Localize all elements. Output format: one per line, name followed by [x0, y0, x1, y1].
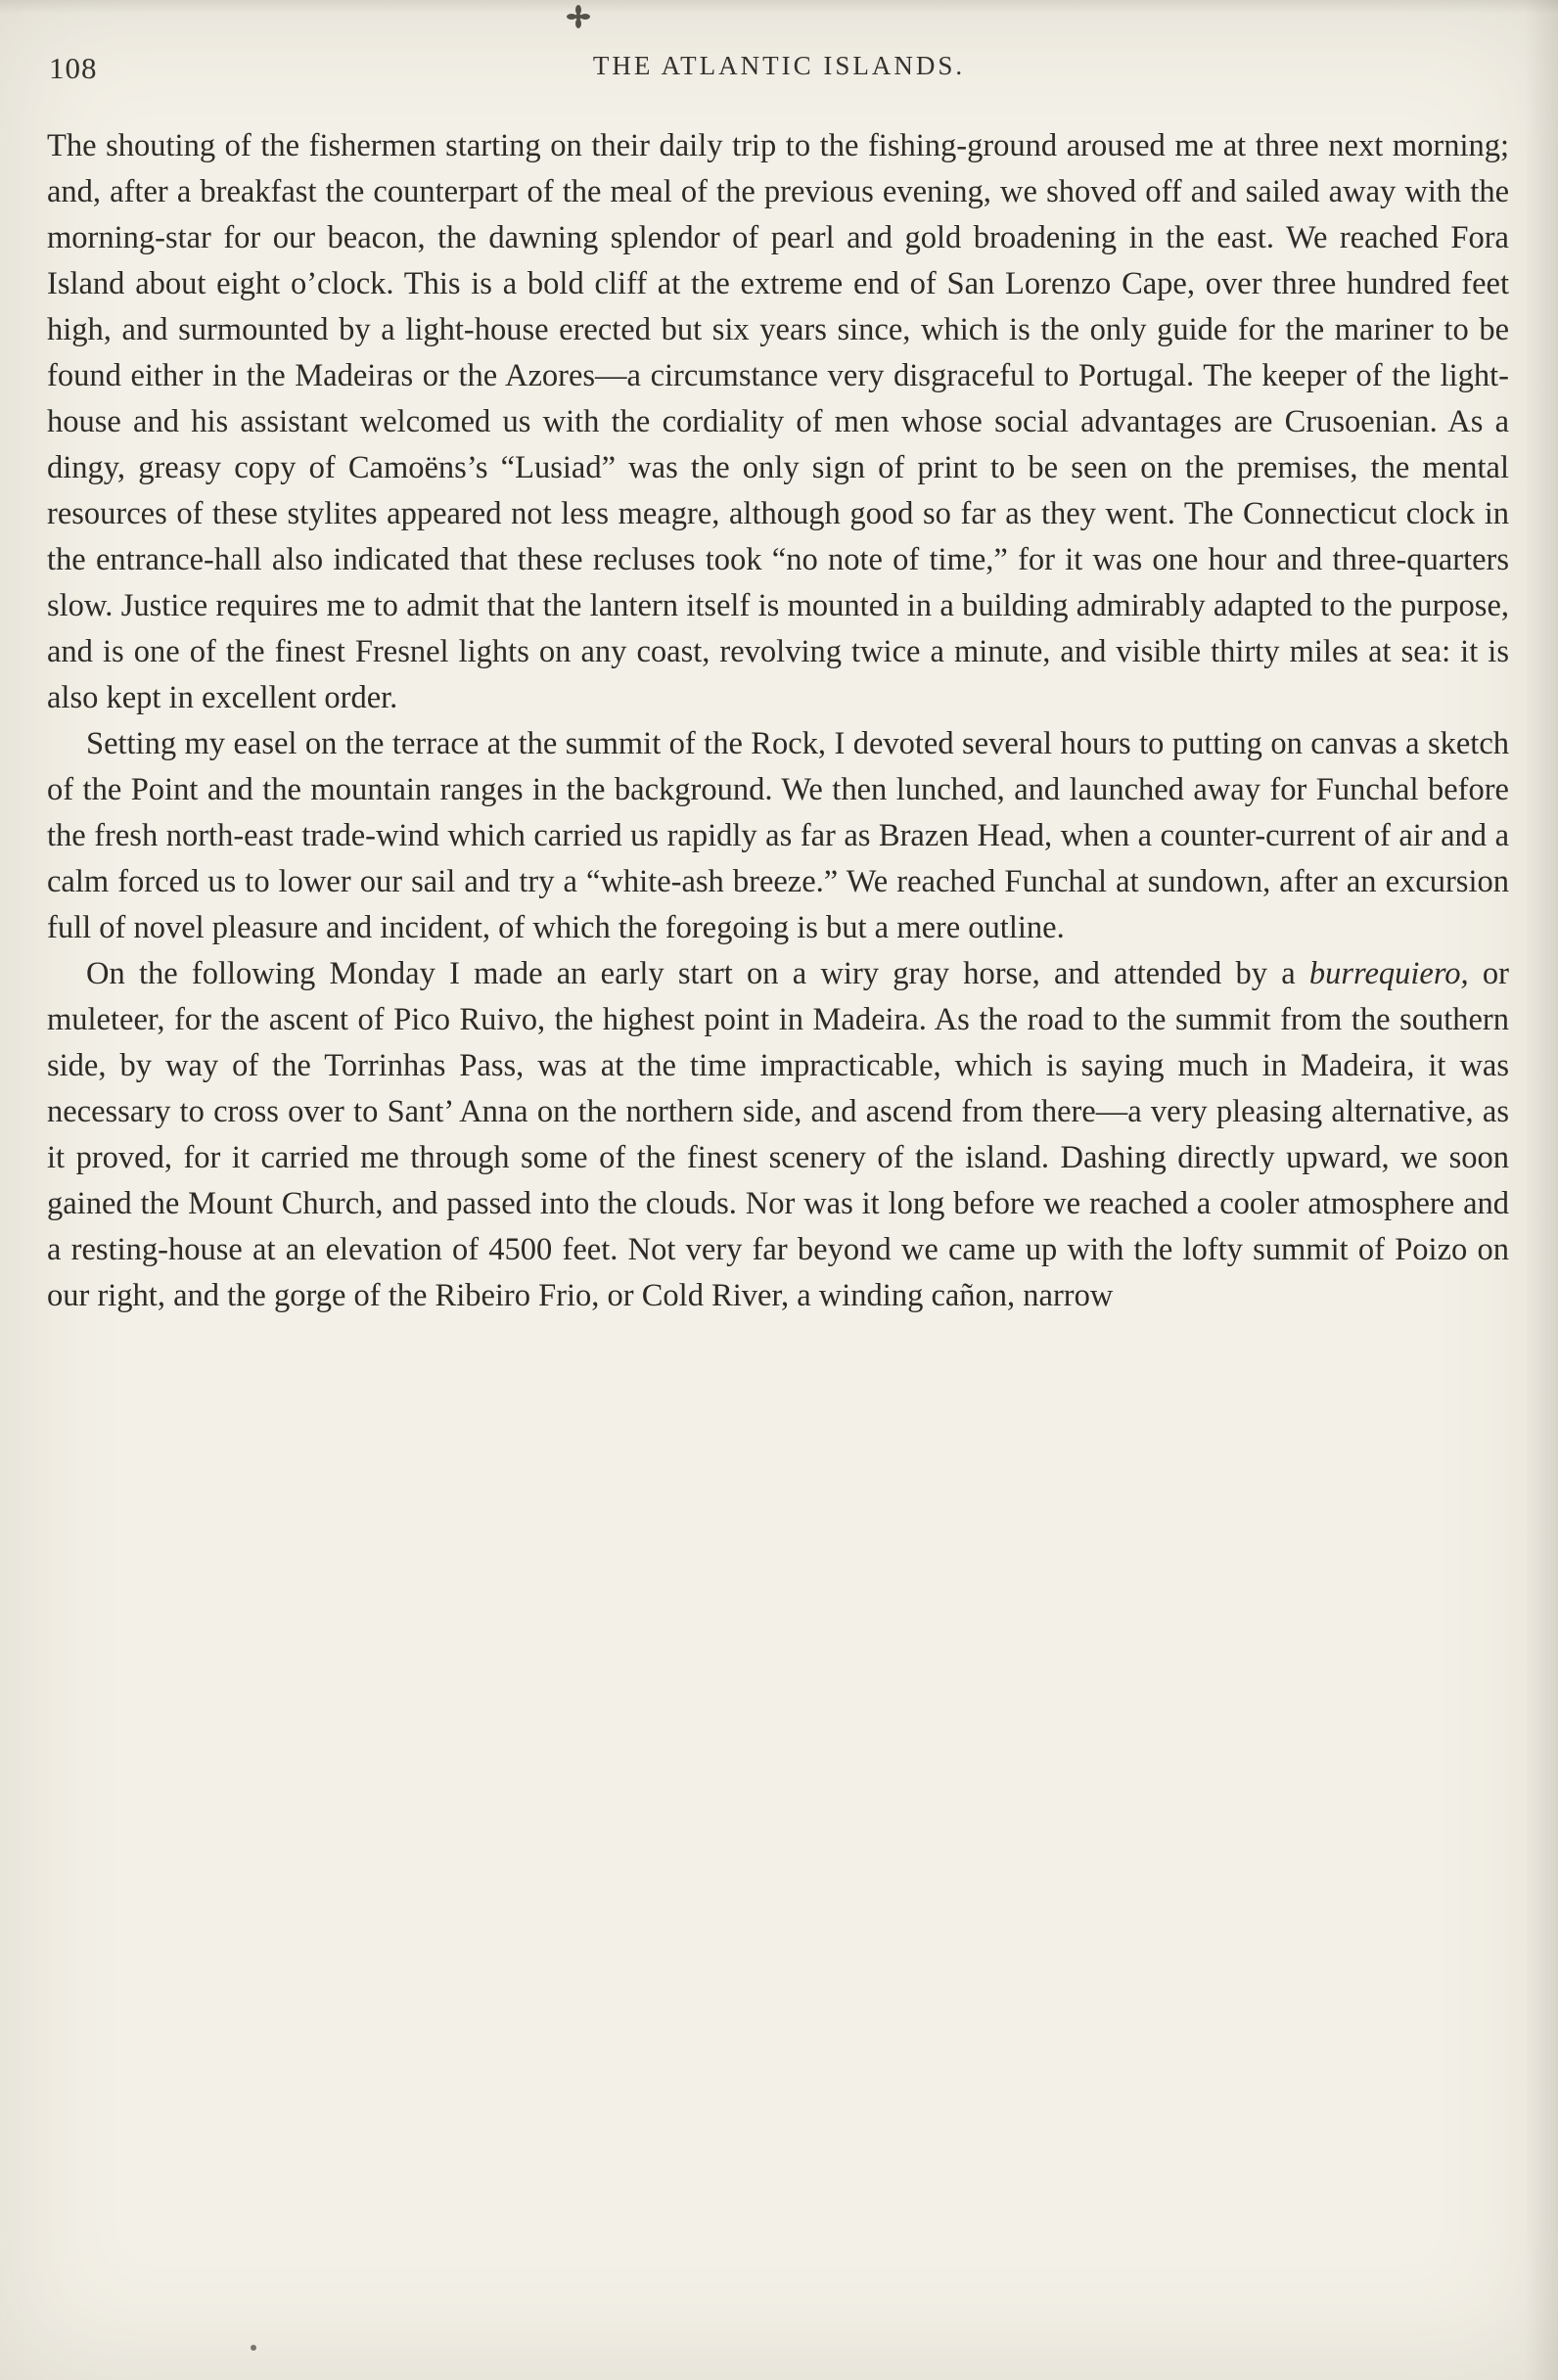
running-title: THE ATLANTIC ISLANDS. [592, 51, 966, 80]
page-number: 108 [49, 51, 98, 85]
paragraph: On the following Monday I made an early start on a wiry gray horse, and attended by a burrequiero, or muleteer, for the ascent of Pico Ruivo, the highest point in Madeira. As the road to the summit from the southern side, by way of the Torrinhas Pass, was at the time impracticable, which is saying much in Madeira, it was necessary to cross over to Sant’ Anna on the northern side, and ascend from there—a very pleasing alternative, as it proved, for it carried me through some of the finest scenery of the island. Dashing directly upward, we soon gained the Mount Church, and passed into the clouds. Nor was it long before we reached a cooler atmosphere and a resting-house at an elevation of 4500 feet. Not very far beyond we came up with the lofty summit of Poizo on our right, and the gorge of the Ribeiro Frio, or Cold River, a winding cañon, narrow [47, 956, 1509, 1313]
page-speck [251, 2345, 256, 2351]
body-text [47, 123, 1509, 1319]
scan-shadow-right [1525, 0, 1558, 2380]
page-header [0, 0, 1558, 86]
paragraph: The shouting of the fishermen starting on their daily trip to the fishing-ground aroused me at three next morning; and, after a breakfast the counterpart of the meal of the previous evening, we shoved off and sailed away with the morning-star for our beacon, the dawning splendor of pearl and gold broadening in the east. We reached Fora Island about eight o’clock. This is a bold cliff at the extreme end of San Lorenzo Cape, over three hundred feet high, and surmounted by a light-house erected but six years since, which is the only guide for the mariner to be found either in the Madeiras or the Azores—a circumstance very disgraceful to Portugal. The keeper of the light-house and his assistant welcomed us with the cordiality of men whose social advantages are Crusoenian. As a dingy, greasy copy of Camoëns’s “Lusiad” was the only sign of print to be seen on the premises, the mental resources of these stylites appeared not less meagre, although good so far as they went. The Connecticut clock in the entrance-hall also indicated that these recluses took “no note of time,” for it was one hour and three-quarters slow. Justice requires me to admit that the lantern itself is mounted in a building admirably adapted to the purpose, and is one of the finest Fresnel lights on any coast, revolving twice a minute, and visible thirty miles at sea: it is also kept in excellent order. [47, 128, 1509, 715]
paragraph: Setting my easel on the terrace at the summit of the Rock, I devoted several hours to putting on canvas a sketch of the Point and the mountain ranges in the background. We then lunched, and launched away for Funchal before the fresh north-east trade-wind which carried us rapidly as far as Brazen Head, when a counter-current of air and a calm forced us to lower our sail and try a “white-ash breeze.” We reached Funchal at sundown, after an excursion full of novel pleasure and incident, of which the foregoing is but a mere outline. [47, 726, 1509, 945]
